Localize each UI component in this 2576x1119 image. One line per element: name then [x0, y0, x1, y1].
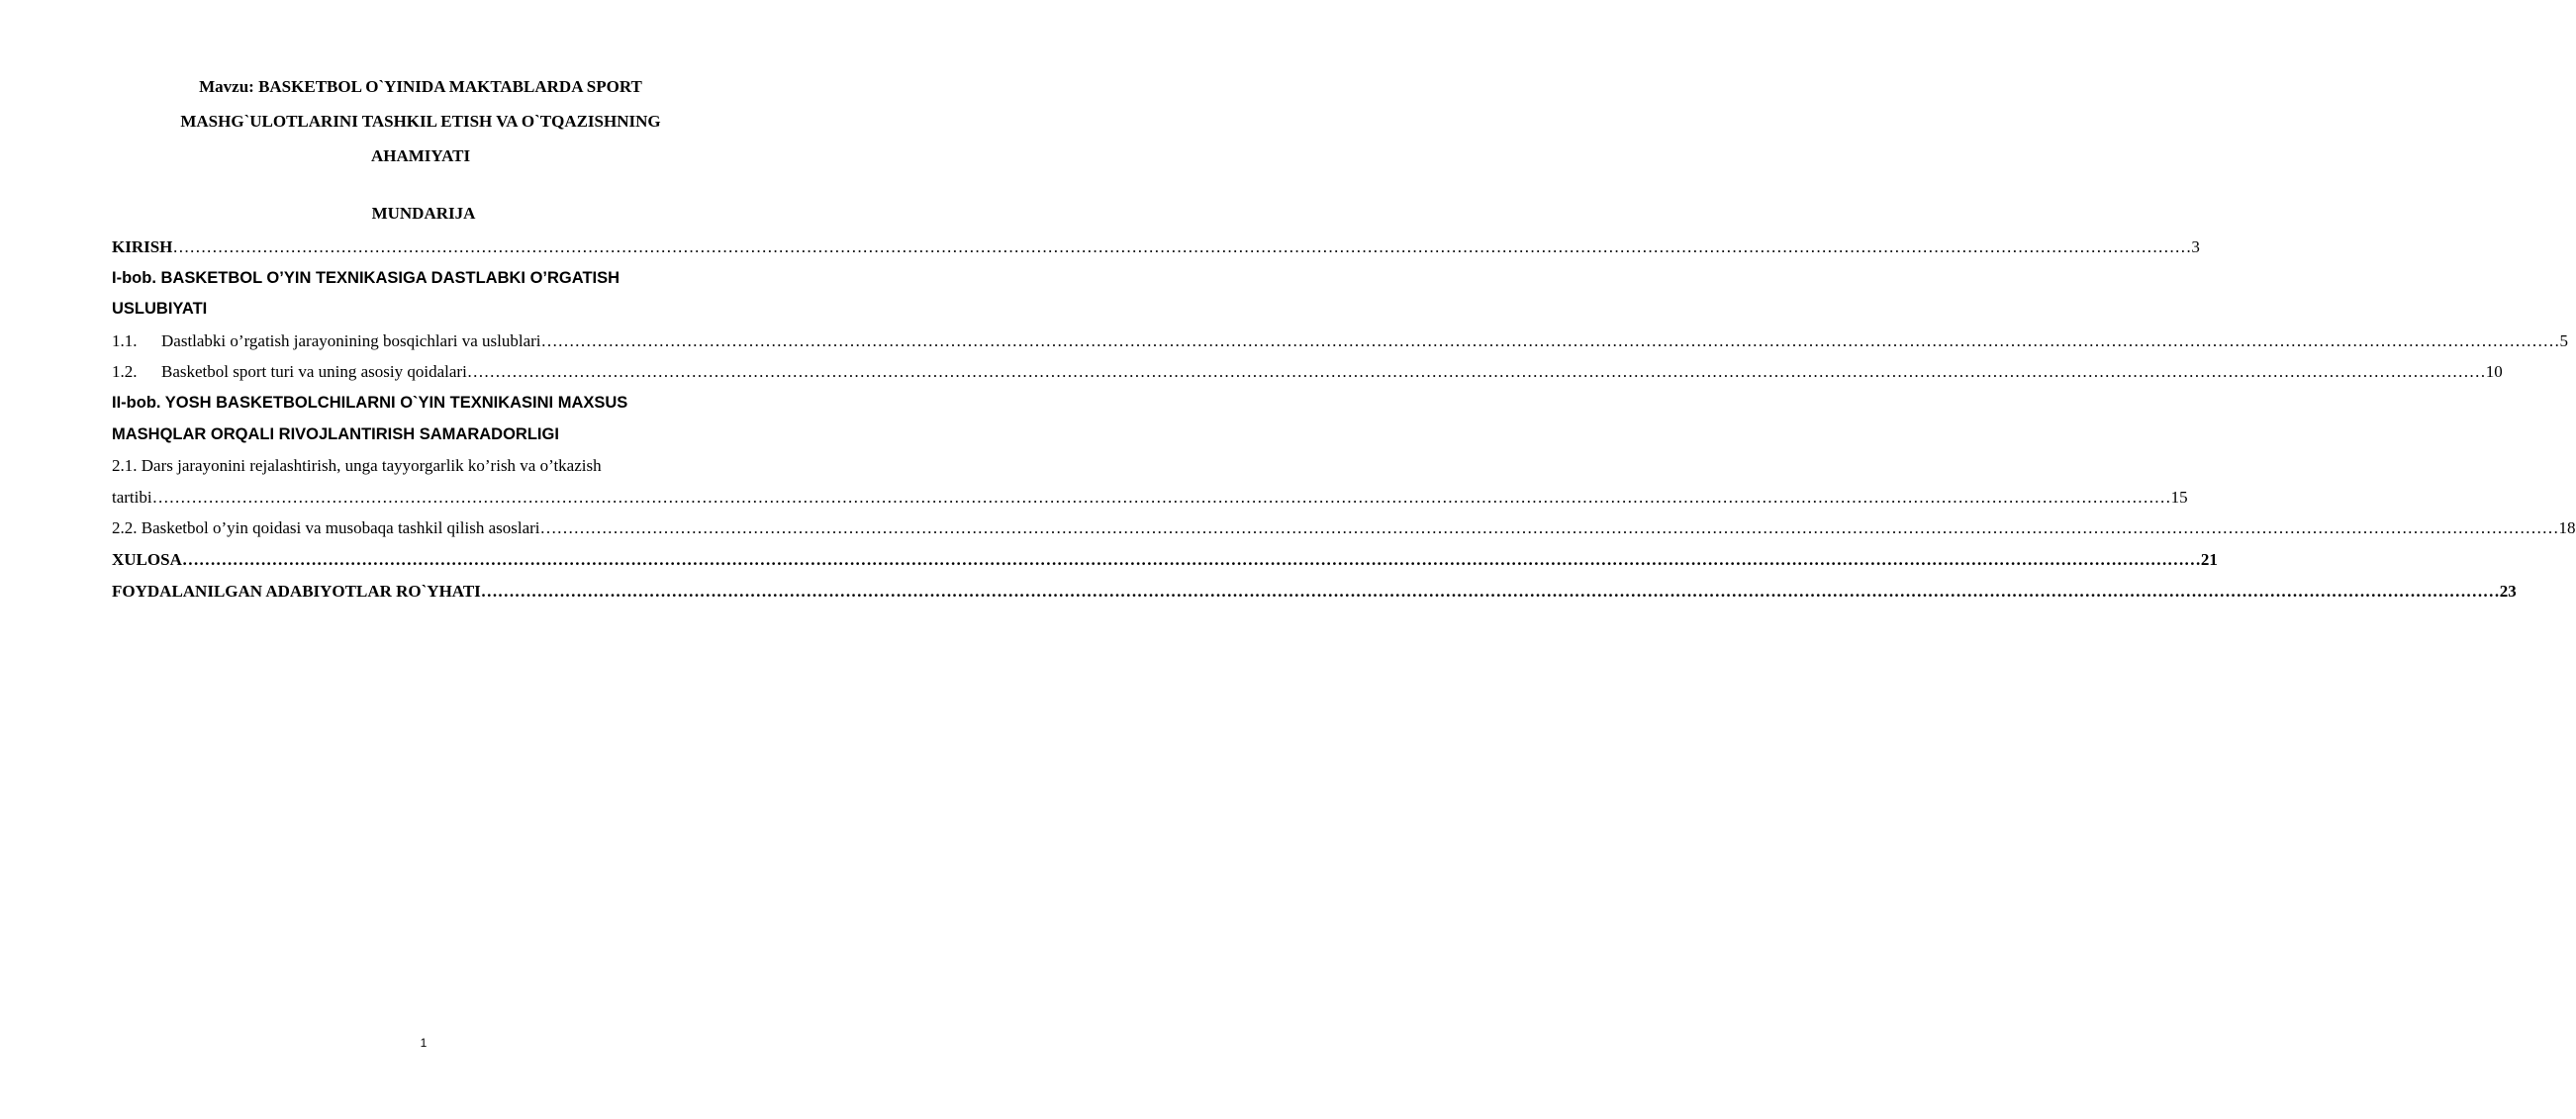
- title-line-3: AHAMIYATI: [370, 146, 471, 165]
- toc-chapter-2-line-2: MASHQLAR ORQALI RIVOJLANTIRISH SAMARADORLIGI: [112, 424, 559, 443]
- dot-leader: ………………………………………………………………………………………………………………………………………………………………………………………………………………………………………………………………………………………………………………………………: [181, 549, 2201, 569]
- toc-entry-number: 1.2.: [112, 362, 138, 382]
- toc-entry-2-1-line-1: 2.1. Dars jarayonini rejalashtirish, unga tayyorgarlik ko’rish va o’tkazish: [112, 456, 602, 476]
- toc-entry-page: 10: [2485, 362, 2503, 382]
- document-title: [148, 69, 693, 173]
- toc-entry-label: XULOSA: [112, 549, 182, 569]
- table-of-contents: [112, 232, 2576, 606]
- toc-entry-kirish: [112, 232, 2200, 263]
- toc-entry-page: 3: [2191, 237, 2200, 256]
- dot-leader: ………………………………………………………………………………………………………………………………………………………………………………………………………………………………………………………………………………………………………………………………: [539, 518, 2559, 538]
- toc-entry-1-2: [112, 356, 2503, 388]
- toc-entry-label: Dastlabki o’rgatish jarayonining bosqichlari va uslublari: [161, 330, 541, 350]
- toc-entry-label: 2.2. Basketbol o’yin qoidasi va musobaqa tashkil qilish asoslari: [112, 518, 540, 538]
- dot-leader: ………………………………………………………………………………………………………………………………………………………………………………………………………………………………………………………………………………………………………………………………: [540, 330, 2560, 350]
- toc-entry-page: 5: [2559, 330, 2569, 350]
- dot-leader: ………………………………………………………………………………………………………………………………………………………………………………………………………………………………………………………………………………………………………………………………: [172, 237, 2192, 256]
- toc-entry-1-1: [112, 326, 2569, 357]
- toc-entry-page: 15: [2170, 487, 2188, 507]
- dot-leader: ………………………………………………………………………………………………………………………………………………………………………………………………………………………………………………………………………………………………………………………………: [151, 487, 2171, 507]
- toc-entry-references: [112, 576, 2517, 607]
- toc-heading: MUNDARIJA: [371, 204, 476, 223]
- dot-leader: ………………………………………………………………………………………………………………………………………………………………………………………………………………………………………………………………………………………………………………………………: [466, 362, 2486, 382]
- toc-entry-2-2: [112, 513, 2576, 544]
- title-line-1: Mavzu: BASKETBOL O`YINIDA MAKTABLARDA SPORT: [199, 77, 642, 96]
- toc-entry-page: 18: [2558, 518, 2576, 538]
- toc-chapter-1-line-1: I-bob. BASKETBOL O’YIN TEXNIKASIGA DASTLABKI O’RGATISH: [112, 268, 620, 287]
- toc-entry-page: 21: [2200, 549, 2218, 569]
- toc-entry-label: FOYDALANILGAN ADABIYOTLAR RO`YHATI: [112, 581, 481, 601]
- dot-leader: ………………………………………………………………………………………………………………………………………………………………………………………………………………………………………………………………………………………………………………………………: [480, 581, 2500, 601]
- toc-entry-label: Basketbol sport turi va uning asosiy qoidalari: [161, 362, 467, 382]
- page-number: 1: [420, 1036, 428, 1050]
- toc-chapter-2-line-1: II-bob. YOSH BASKETBOLCHILARNI O`YIN TEXNIKASINI MAXSUS: [112, 393, 628, 412]
- toc-entry-label: KIRISH: [112, 237, 173, 256]
- toc-entry-page: 23: [2499, 581, 2517, 601]
- toc-entry-number: 1.1.: [112, 330, 138, 350]
- toc-entry-2-1: [112, 482, 2188, 513]
- title-line-2: MASHG`ULOTLARINI TASHKIL ETISH VA O`TQAZISHNING: [180, 112, 661, 131]
- toc-entry-xulosa: [112, 544, 2218, 576]
- toc-chapter-1-line-2: USLUBIYATI: [112, 300, 208, 319]
- toc-entry-label: tartibi: [112, 487, 152, 507]
